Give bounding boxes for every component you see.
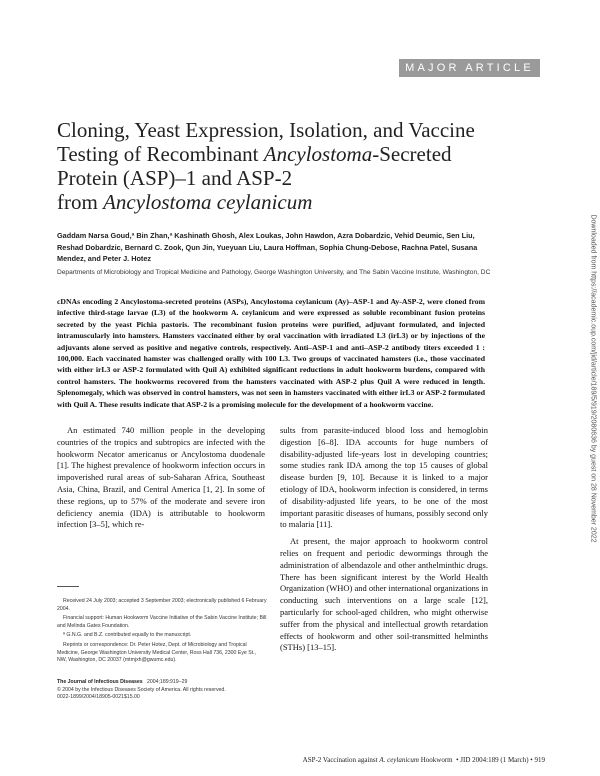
body-column-left (57, 425, 265, 531)
issn: 0022-1899/2004/18905-0021$15.00 (57, 694, 140, 701)
footnote-reprints: Reprints or correspondence: Dr. Peter Hotez, Dept. of Microbiology and Tropical Medicine, George Washington University Medical Center, Ross Hall 736, 2300 Eye St., NW, Washington, DC 20037 (mtmjxh@gwumc.edu). (57, 641, 257, 664)
copyright: © 2004 by the Infectious Diseases Society of America. All rights reserved. (57, 686, 226, 693)
title-line-1: Cloning, Yeast Expression, Isolation, and Vaccine (57, 118, 475, 142)
paragraph-hookworm-control: At present, the major approach to hookworm control relies on frequent and periodic dewormings through the administration of albendazole and other anthelminthic drugs. There has been significant interest by the World Health Organization (WHO) and other international organizations in conducting such interventions on a large scale [12], particularly for school-aged children, who might otherwise suffer from the physical and intellectual growth retardation effects of hookworm and other soil-transmitted helminths (STHs) [13–15]. (280, 536, 488, 653)
journal-volume: 2004;189:919–29 (146, 679, 188, 685)
intro-paragraph-continued: sults from parasite-induced blood loss and hemoglobin digestion [6–8]. IDA accounts for huge numbers of disability-adjusted life-years lost in developing countries; some studies rank IDA among the top 15 causes of global disease burden [9, 10]. Because it is linked to a major etiology of IDA, hookworm infection is considered, in terms of disability-adjusted life years, to be one of the most important parasitic diseases of humans, possibly second only to malaria [11]. (280, 425, 488, 530)
article-title (57, 118, 497, 214)
page-footer: ASP-2 Vaccination against A. ceylanicum Hookworm • JID 2004:189 (1 March) • 919 (302, 756, 545, 764)
body-column-right (280, 425, 488, 654)
title-line-4: from Ancylostoma ceylanicum (57, 190, 313, 214)
affiliation: Departments of Microbiology and Tropical Medicine and Pathology, George Washington University, and The Sabin Vaccine Institute, Washington, DC (57, 269, 491, 276)
footnote-received: Received 24 July 2003; accepted 3 September 2003; electronically published 6 February 2004. (57, 598, 267, 612)
footnote-equal-contribution: ª G.N.G. and B.Z. contributed equally to the manuscript. (63, 632, 192, 639)
footer-citation: • JID 2004:189 (1 March) • 919 (456, 756, 545, 764)
intro-paragraph: An estimated 740 million people in the developing countries of the tropics and subtropics are infected with the hookworm Necator americanus or Ancylostoma duodenale [1]. The highest prevalence of hookworm infection occurs in impoverished rural areas of sub-Saharan Africa, Southeast Asia, China, Brazil, and Central America [1, 2]. In some of these regions, up to 57% of the moderate and severe iron deficiency anemia (IDA) is attributable to hookworm infection [3–5], which re- (57, 425, 265, 530)
footnote-support: Financial support: Human Hookworm Vaccine Initiative of the Sabin Vaccine Institute; Bill and Melinda Gates Foundation. (57, 615, 267, 629)
journal-name: The Journal of Infectious Diseases (57, 679, 143, 685)
article-type-banner: MAJOR ARTICLE (399, 59, 540, 77)
title-line-2: Testing of Recombinant Ancylostoma-Secreted (57, 142, 452, 166)
author-list: Gaddam Narsa Goud,ª Bin Zhan,ª Kashinath Ghosh, Alex Loukas, John Hawdon, Azra Dobardzic, Vehid Deumic, Sen Liu, Reshad Dobardzic, Bernard C. Zook, Qun Jin, Yueyuan Liu, Laura Hoffman, Sophia Chung-Debose, Rachna Patel, Susana Mendez, and Peter J. Hotez (57, 231, 478, 263)
title-line-3: Protein (ASP)–1 and ASP-2 (57, 166, 293, 190)
journal-info (57, 679, 272, 702)
footnote-divider (57, 586, 79, 587)
download-watermark: Downloaded from https://academic.oup.com/jid/article/189/5/919/2080636 by guest on 28 November 2022 (589, 214, 597, 543)
abstract: cDNAs encoding 2 Ancylostoma-secreted proteins (ASPs), Ancylostoma ceylanicum (Ay)–ASP-1 and Ay-ASP-2, were cloned from infective third-stage larvae (L3) of the hookworm A. ceylanicum and were expressed as soluble recombinant fusion proteins secreted by the yeast Pichia pastoris. The recombinant fusion proteins were purified, adjuvant formulated, and injected intramuscularly into hamsters. Hamsters vaccinated either by oral vaccination with irradiated L3 (irL3) or by injections of the adjuvants alone served as positive and negative controls, respectively. Anti–ASP-1 and anti–ASP-2 antibody titers exceeded 1 : 100,000. Each vaccinated hamster was challenged orally with 100 L3. Two groups of vaccinated hamsters (i.e., those vaccinated with either irL3 or ASP-2 formulated with Quil A) exhibited significant reductions in adult hookworm burdens, compared with control hamsters. The hookworms recovered from the hamsters vaccinated with ASP-2 plus Quil A were reduced in length. Splenomegaly, which was observed in control hamsters, was not seen in hamsters vaccinated with either irL3 or ASP-2 formulated with Quil A. These results indicate that ASP-2 is a promising molecule for the development of a hookworm vaccine. (57, 297, 485, 409)
footnotes (57, 598, 267, 667)
